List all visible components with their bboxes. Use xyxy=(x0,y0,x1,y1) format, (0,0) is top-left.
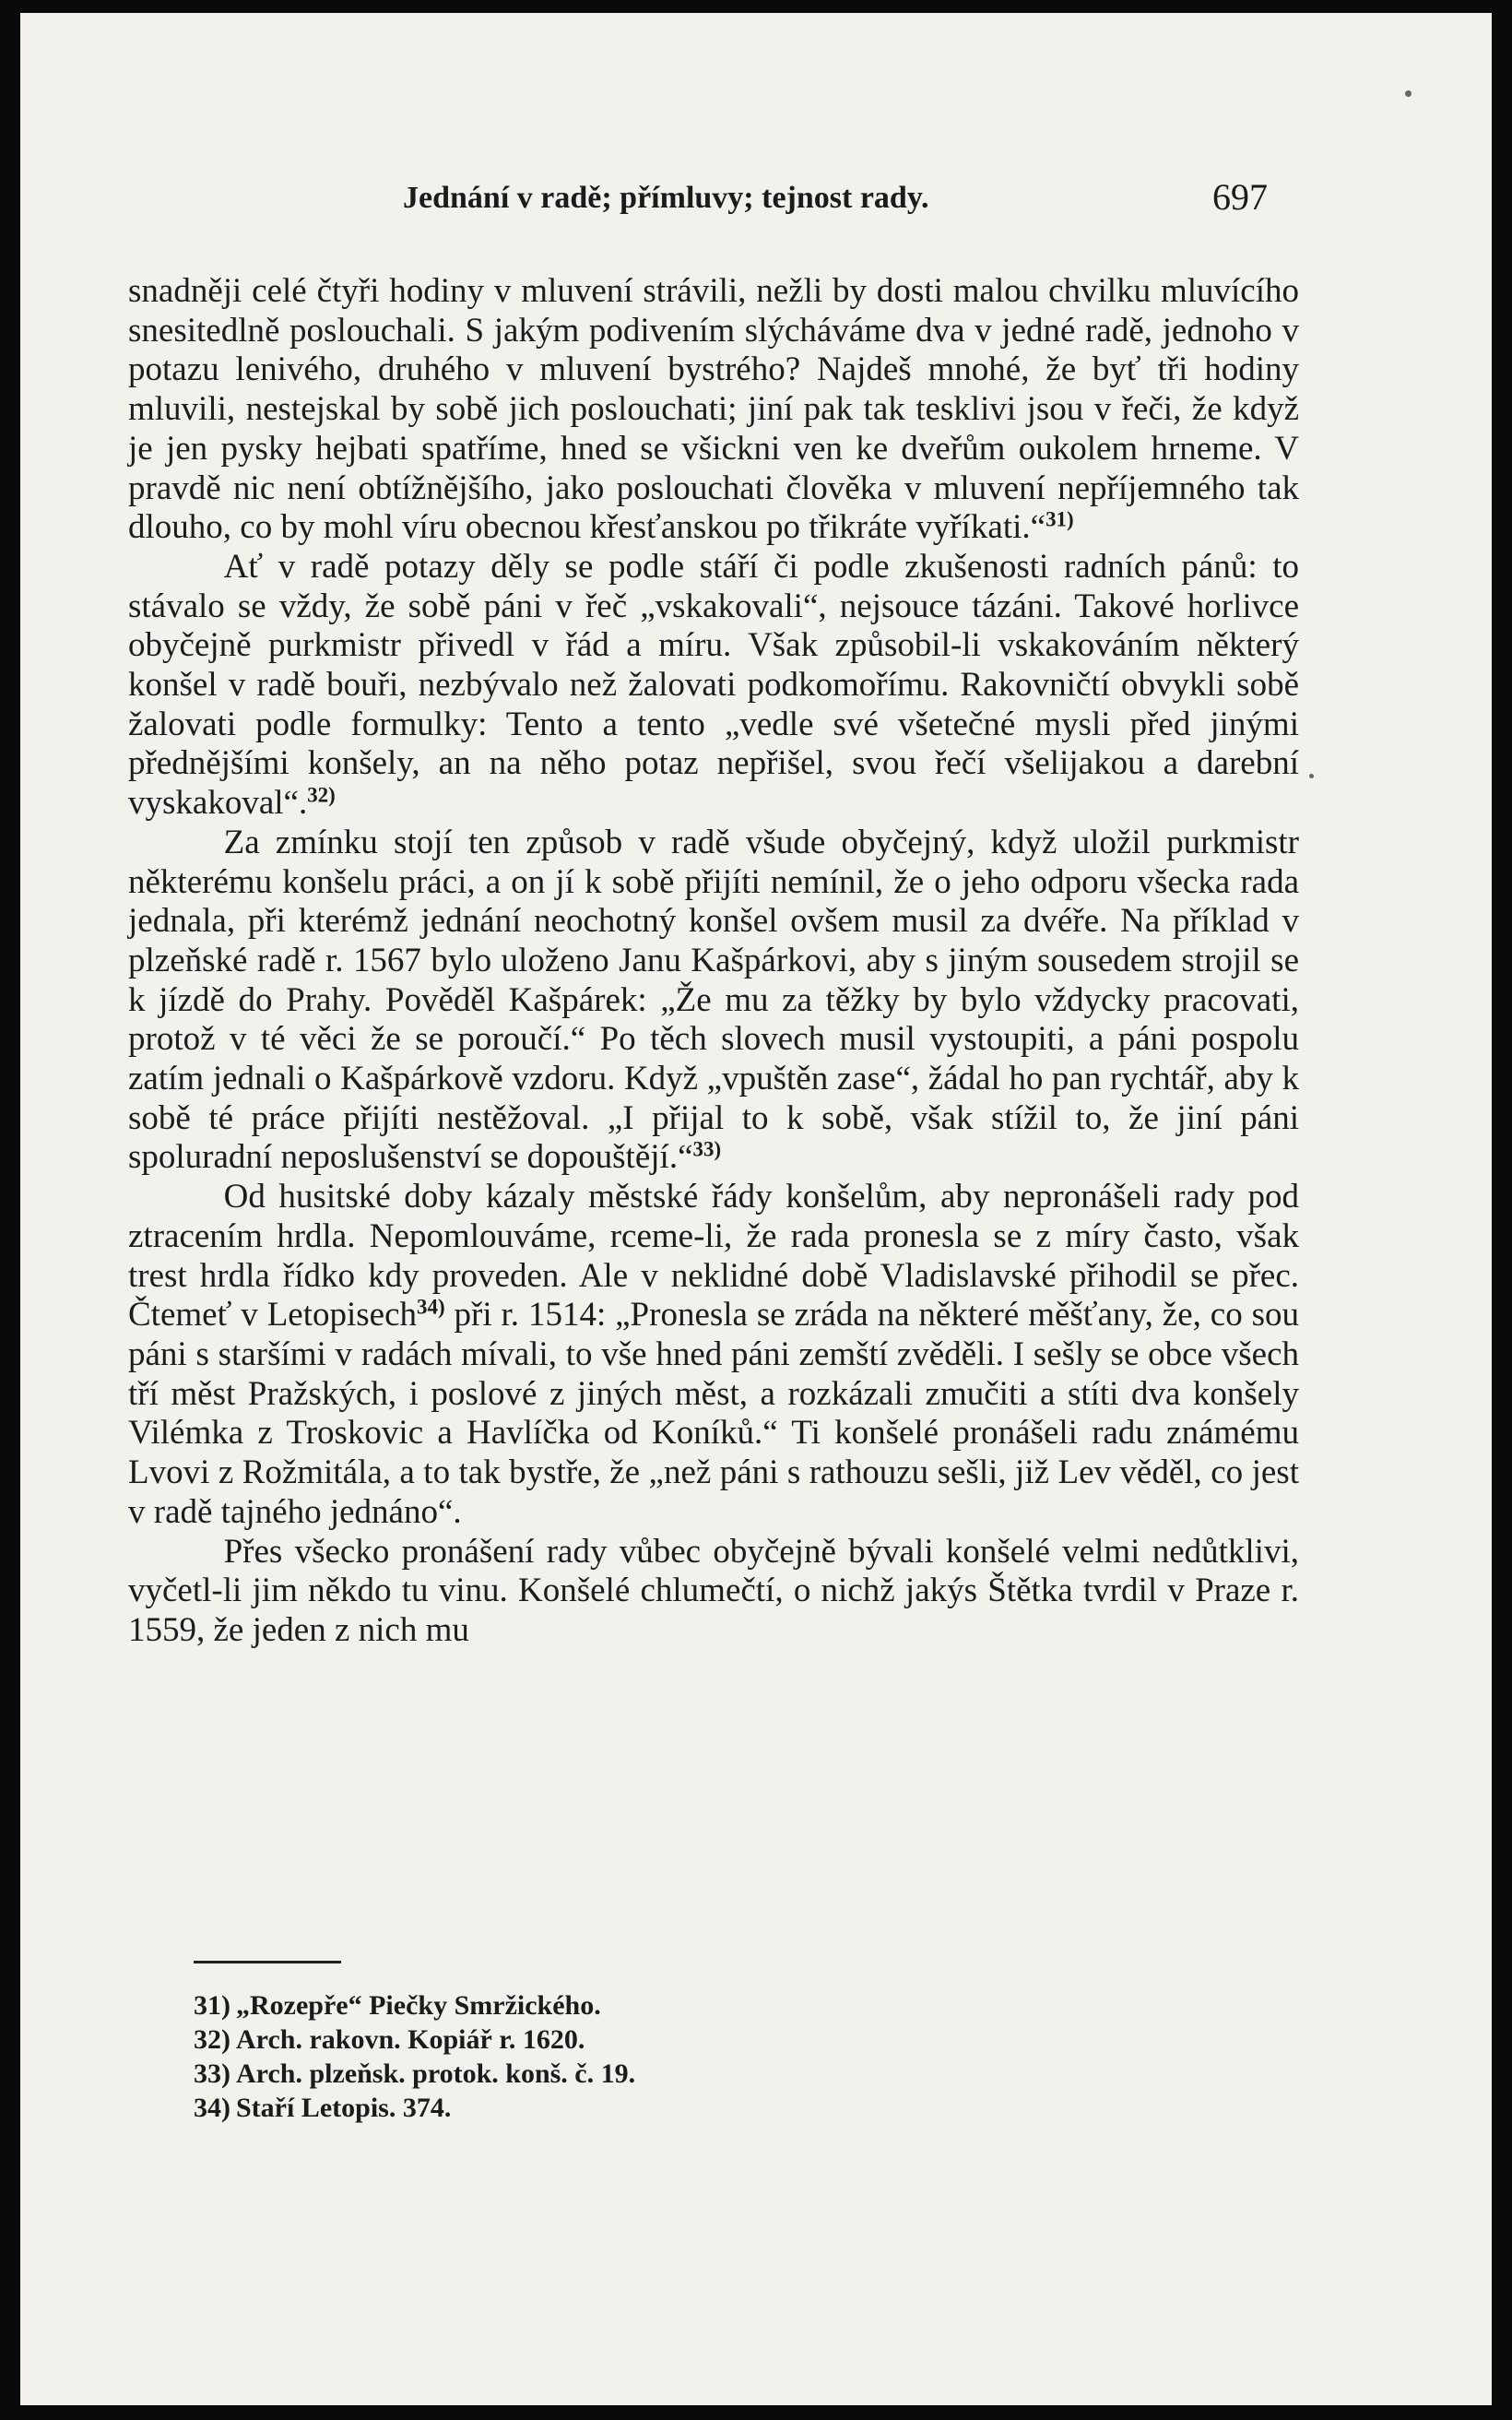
footnote-ref-32: 32) xyxy=(307,783,336,807)
running-title: Jednání v radě; přímluvy; tejnost rady. xyxy=(403,181,929,215)
footnote-32 xyxy=(194,2023,1116,2057)
paragraph-text: Ať v radě potazy děly se podle stáří či podle zkušenosti radních pánů: to stávalo se vždy, že sobě páni v řeč „vskakovali“, nejsouce tázáni. Takové horlivce obyčejně purkmistr přivedl v řád a míru. Však způsobil-li vskakováním některý konšel v radě bouři, nezbývalo než žalovati podkomořímu. Rakovničtí obvykli sobě žalovati podle formulky: Tento a tento „vedle své všetečné mysli před jinými přednějšími konšely, an na něho potaz nepřišel, svou řečí všelijakou a darební vyskakoval“. xyxy=(128,547,1299,823)
paragraph-text-continued: při r. 1514: „Pronesla se zráda na některé měšťany, že, co sou páni s staršími v radách mívali, to vše hned páni zemští zvěděli. I sešly se obce všech tří měst Pražských, i poslové z jiných měst, a rozkázali zmučiti a stíti dva konšely Vilémka z Troskovic a Havlíčka od Koníků.“ Ti konšelé pronášeli radu známému Lvovi z Rožmitála, a to tak bystře, že „než páni s rathouzu sešli, již Lev věděl, co jest v radě tajného jednáno“. xyxy=(128,1296,1299,1531)
footnote-ref-31: 31) xyxy=(1045,507,1074,531)
footnote-mark: 34) xyxy=(194,2093,230,2123)
footnote-mark: 31) xyxy=(194,1990,230,2021)
footnote-mark: 33) xyxy=(194,2058,230,2089)
page-number: 697 xyxy=(1212,176,1268,218)
footnote-31 xyxy=(194,1988,1116,2023)
paragraph-text: Od husitské doby kázaly městské řády konšelům, aby nepronášeli rady pod ztracením hrdla. Nepomlouváme, rceme-li, že rada pronesla se z míry často, však trest hrdla řídko kdy proveden. Ale v neklidné době Vladislavské přihodil se přec. Čtemeť v Letopisech xyxy=(128,1178,1299,1335)
page-header xyxy=(20,175,1492,221)
footnote-mark: 32) xyxy=(194,2024,230,2055)
body-text xyxy=(128,272,1299,1651)
footnote-34 xyxy=(194,2091,1116,2125)
footnote-ref-34: 34) xyxy=(417,1295,445,1319)
footnote-text: „Rozepře“ Piečky Smržického. xyxy=(236,1990,601,2021)
paragraph-text: Přes všecko pronášení rady vůbec obyčejně bývali konšelé velmi nedůtklivi, vyčetl-li jim někdo tu vinu. Konšelé chlumečtí, o nichž jakýs Štětka tvrdil v Praze r. 1559, že jeden z nich mu xyxy=(128,1532,1299,1649)
paragraph-5 xyxy=(128,1533,1299,1651)
paragraph-text: Za zmínku stojí ten způsob v radě všude obyčejný, když uložil purkmistr některému konšelu práci, a on jí k sobě přijíti nemínil, že o jeho odporu všecka rada jednala, při kterémž jednání neochotný konšel ovšem musil za dvéře. Na příklad v plzeňské radě r. 1567 bylo uloženo Janu Kašpárkovi, aby s jiným sousedem strojil se k jízdě do Prahy. Pověděl Kašpárek: „Že mu za těžky by bylo vždycky pracovati, protož v té věci že se poroučí.“ Po těch slovech musil vystoupiti, a páni pospolu zatím jednali o Kašpárkově vzdoru. Když „vpuštěn zase“, žádal ho pan rychtář, aby k sobě té práce přijíti nestěžoval. „I přijal to k sobě, však stížil to, že jiní páni spoluradní neposlušenství se dopouštějí.“ xyxy=(128,823,1299,1177)
paper-speck xyxy=(1405,90,1412,97)
footnote-text: Staří Letopis. 374. xyxy=(236,2093,452,2123)
footnote-ref-33: 33) xyxy=(692,1137,722,1161)
book-page xyxy=(20,13,1492,2405)
footnote-divider xyxy=(194,1961,341,1963)
footnote-text: Arch. rakovn. Kopiář r. 1620. xyxy=(236,2024,585,2055)
footnotes xyxy=(194,1988,1116,2125)
paragraph-2 xyxy=(128,548,1299,824)
paragraph-3 xyxy=(128,824,1299,1178)
paper-speck xyxy=(1309,774,1314,778)
paragraph-text: snadněji celé čtyři hodiny v mluvení strávili, nežli by dosti malou chvilku mluvícího snesitedlně poslouchali. S jakým podivením slýcháváme dva v jedné radě, jednoho v potazu lenivého, druhého v mluvení bystrého? Najdeš mnohé, že byť tři hodiny mluvili, nestejskal by sobě jich poslouchati; jiní pak tak tesklivi jsou v řeči, že když je jen pysky hejbati spatříme, hned se všickni ven ke dveřům oukolem hrneme. V pravdě nic není obtížnějšího, jako poslouchati člověka v mluvení nepříjemného tak dlouho, co by mohl víru obecnou křesťanskou po třikráte vyříkati.“ xyxy=(128,272,1299,547)
paragraph-4 xyxy=(128,1178,1299,1532)
paragraph-1 xyxy=(128,272,1299,548)
footnote-text: Arch. plzeňsk. protok. konš. č. 19. xyxy=(236,2058,636,2089)
footnote-33 xyxy=(194,2057,1116,2091)
